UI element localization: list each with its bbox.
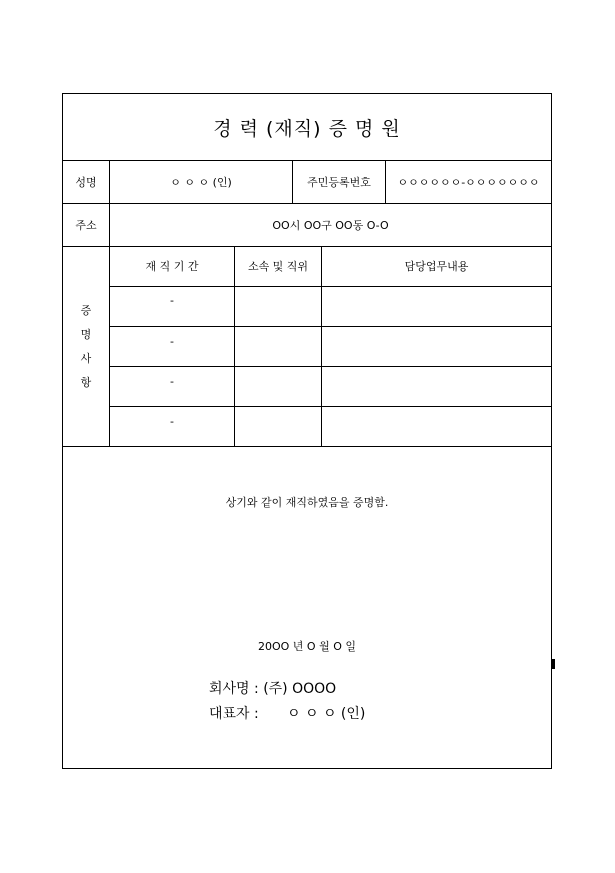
row-duty — [322, 287, 551, 326]
column-header-position: 소속 및 직위 — [247, 260, 309, 273]
page-title: 경 력 (재직) 증 명 원 — [213, 117, 401, 140]
row-period: - — [170, 374, 174, 388]
statement: 상기와 같이 재직하였음을 증명함. — [225, 496, 389, 509]
column-header-period: 재 직 기 간 — [145, 260, 199, 273]
divider — [63, 446, 551, 447]
section-label-char: 증 — [80, 304, 92, 317]
certificate-form — [62, 93, 552, 769]
row-position — [235, 327, 321, 366]
ceo-label: 대표자 : — [209, 706, 259, 722]
address-value: OO시 OO구 OO동 O-O — [272, 218, 389, 232]
row-period: - — [170, 293, 174, 307]
rrn-label: 주민등록번호 — [307, 175, 371, 189]
row-position — [235, 407, 321, 446]
rrn-value: ㅇㅇㅇㅇㅇㅇ-ㅇㅇㅇㅇㅇㅇㅇ — [397, 175, 540, 189]
section-label-char: 사 — [80, 352, 92, 365]
row-duty — [322, 407, 551, 446]
ceo-value: ㅇ ㅇ ㅇ (인) — [287, 706, 366, 722]
name-value: ㅇ ㅇ ㅇ (인) — [170, 175, 232, 189]
row-position — [235, 367, 321, 406]
section-label-char: 항 — [80, 376, 92, 389]
company-name: 회사명 : (주) OOOO — [209, 681, 337, 697]
column-header-duty: 담당업무내용 — [404, 260, 469, 273]
row-period: - — [170, 414, 174, 428]
name-label: 성명 — [75, 175, 97, 189]
row-period: - — [170, 334, 174, 348]
section-label — [63, 246, 109, 446]
row-duty — [322, 327, 551, 366]
row-position — [235, 287, 321, 326]
address-label: 주소 — [75, 218, 97, 232]
section-label-char: 명 — [80, 328, 92, 341]
row-duty — [322, 367, 551, 406]
margin-mark — [552, 659, 555, 669]
issue-date: 20OO 년 O 월 O 일 — [258, 640, 356, 653]
